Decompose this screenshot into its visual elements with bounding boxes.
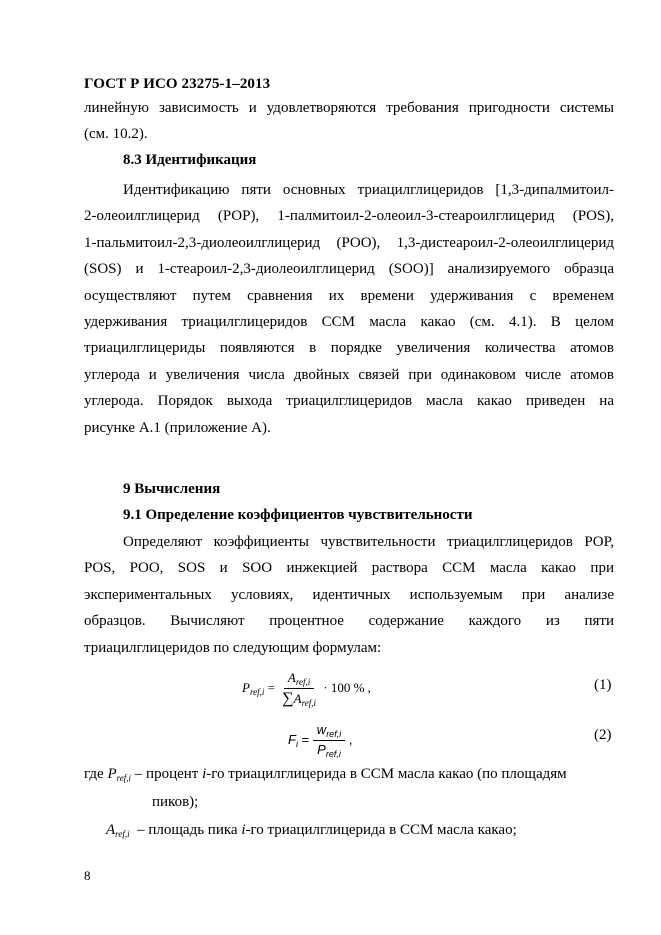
text-line: углерода. Порядок выхода триацилглицеридов масла какао приведен на <box>84 393 614 410</box>
paragraph-continuation <box>84 95 614 148</box>
text-line: удерживания триацилглицеридов ССМ масла какао (см. 4.1). В целом <box>84 314 614 331</box>
paragraph-sensitivity <box>84 529 614 661</box>
equation-number-2: (2) <box>594 727 612 743</box>
text-line: Определяют коэффициенты чувствительности триацилглицеридов POP, <box>123 534 614 550</box>
text-line: углерода и увеличения числа двойных связей при одинаковом числе атомов <box>84 366 614 383</box>
formula-2: $F_i$ = $\frac{w_{ref,i}}{P_{ref,i}}$ , <box>288 722 353 759</box>
where-line-p-continued: пиков); <box>152 794 199 810</box>
section-heading-9: 9 Вычисления <box>123 481 221 497</box>
paragraph-identification <box>84 177 614 441</box>
page-number: 8 <box>84 868 91 883</box>
text-line: 2-олеоилглицерид (POP), 1-палмитоил-2-олеоил-3-стеароилглицерид (POS), <box>84 208 614 225</box>
text-line: 1-пальмитоил-2,3-диолеоилглицерид (POO), 1,3-дистеароил-2-олеоилглицерид <box>84 234 614 251</box>
section-heading-9-1: 9.1 Определение коэффициентов чувствительности <box>123 507 473 523</box>
text-line: образцов. Вычисляют процентное содержание каждого из пяти <box>84 613 614 630</box>
text-line: триацилглицериды появляются в порядке увеличения количества атомов <box>84 340 614 357</box>
section-heading-8-3: 8.3 Идентификация <box>123 152 257 168</box>
where-line-a: $A_{ref,i}$ – площадь пика i-го триацилглицерида в ССМ масла какао; <box>106 822 517 839</box>
text-line: линейную зависимость и удовлетворяются требования пригодности системы <box>84 100 614 116</box>
text-line: осуществляют путем сравнения их времени удерживания с временем <box>84 287 614 304</box>
text-line: (SOS) и 1-стеароил-2,3-диолеоилглицерид (SOO)] анализируемого образца <box>84 261 614 278</box>
text-line: Идентификацию пяти основных триацилглицеридов [1,3-дипалмитоил- <box>123 182 614 198</box>
text-line: (см. 10.2). <box>84 126 148 143</box>
text-line: рисунке А.1 (приложение А). <box>84 419 271 436</box>
text-line: экспериментальных условиях, идентичных используемым при анализе <box>84 586 614 603</box>
text-line: триацилглицеридов по следующим формулам: <box>84 639 382 656</box>
document-header: ГОСТ Р ИСО 23275-1–2013 <box>84 76 271 92</box>
formula-1: $P_{ref,i}$ = $\frac{A_{ref,i}}{\sum A_{ref,i}}$ · 100 % , <box>242 670 371 708</box>
text-line: POS, POO, SOS и SOO инжекцией раствора ССМ масла какао при <box>84 560 614 577</box>
where-line-p: где $P_{ref,i}$ – процент i-го триацилглицерида в ССМ масла какао (по площадям <box>84 766 567 783</box>
equation-number-1: (1) <box>594 677 612 693</box>
